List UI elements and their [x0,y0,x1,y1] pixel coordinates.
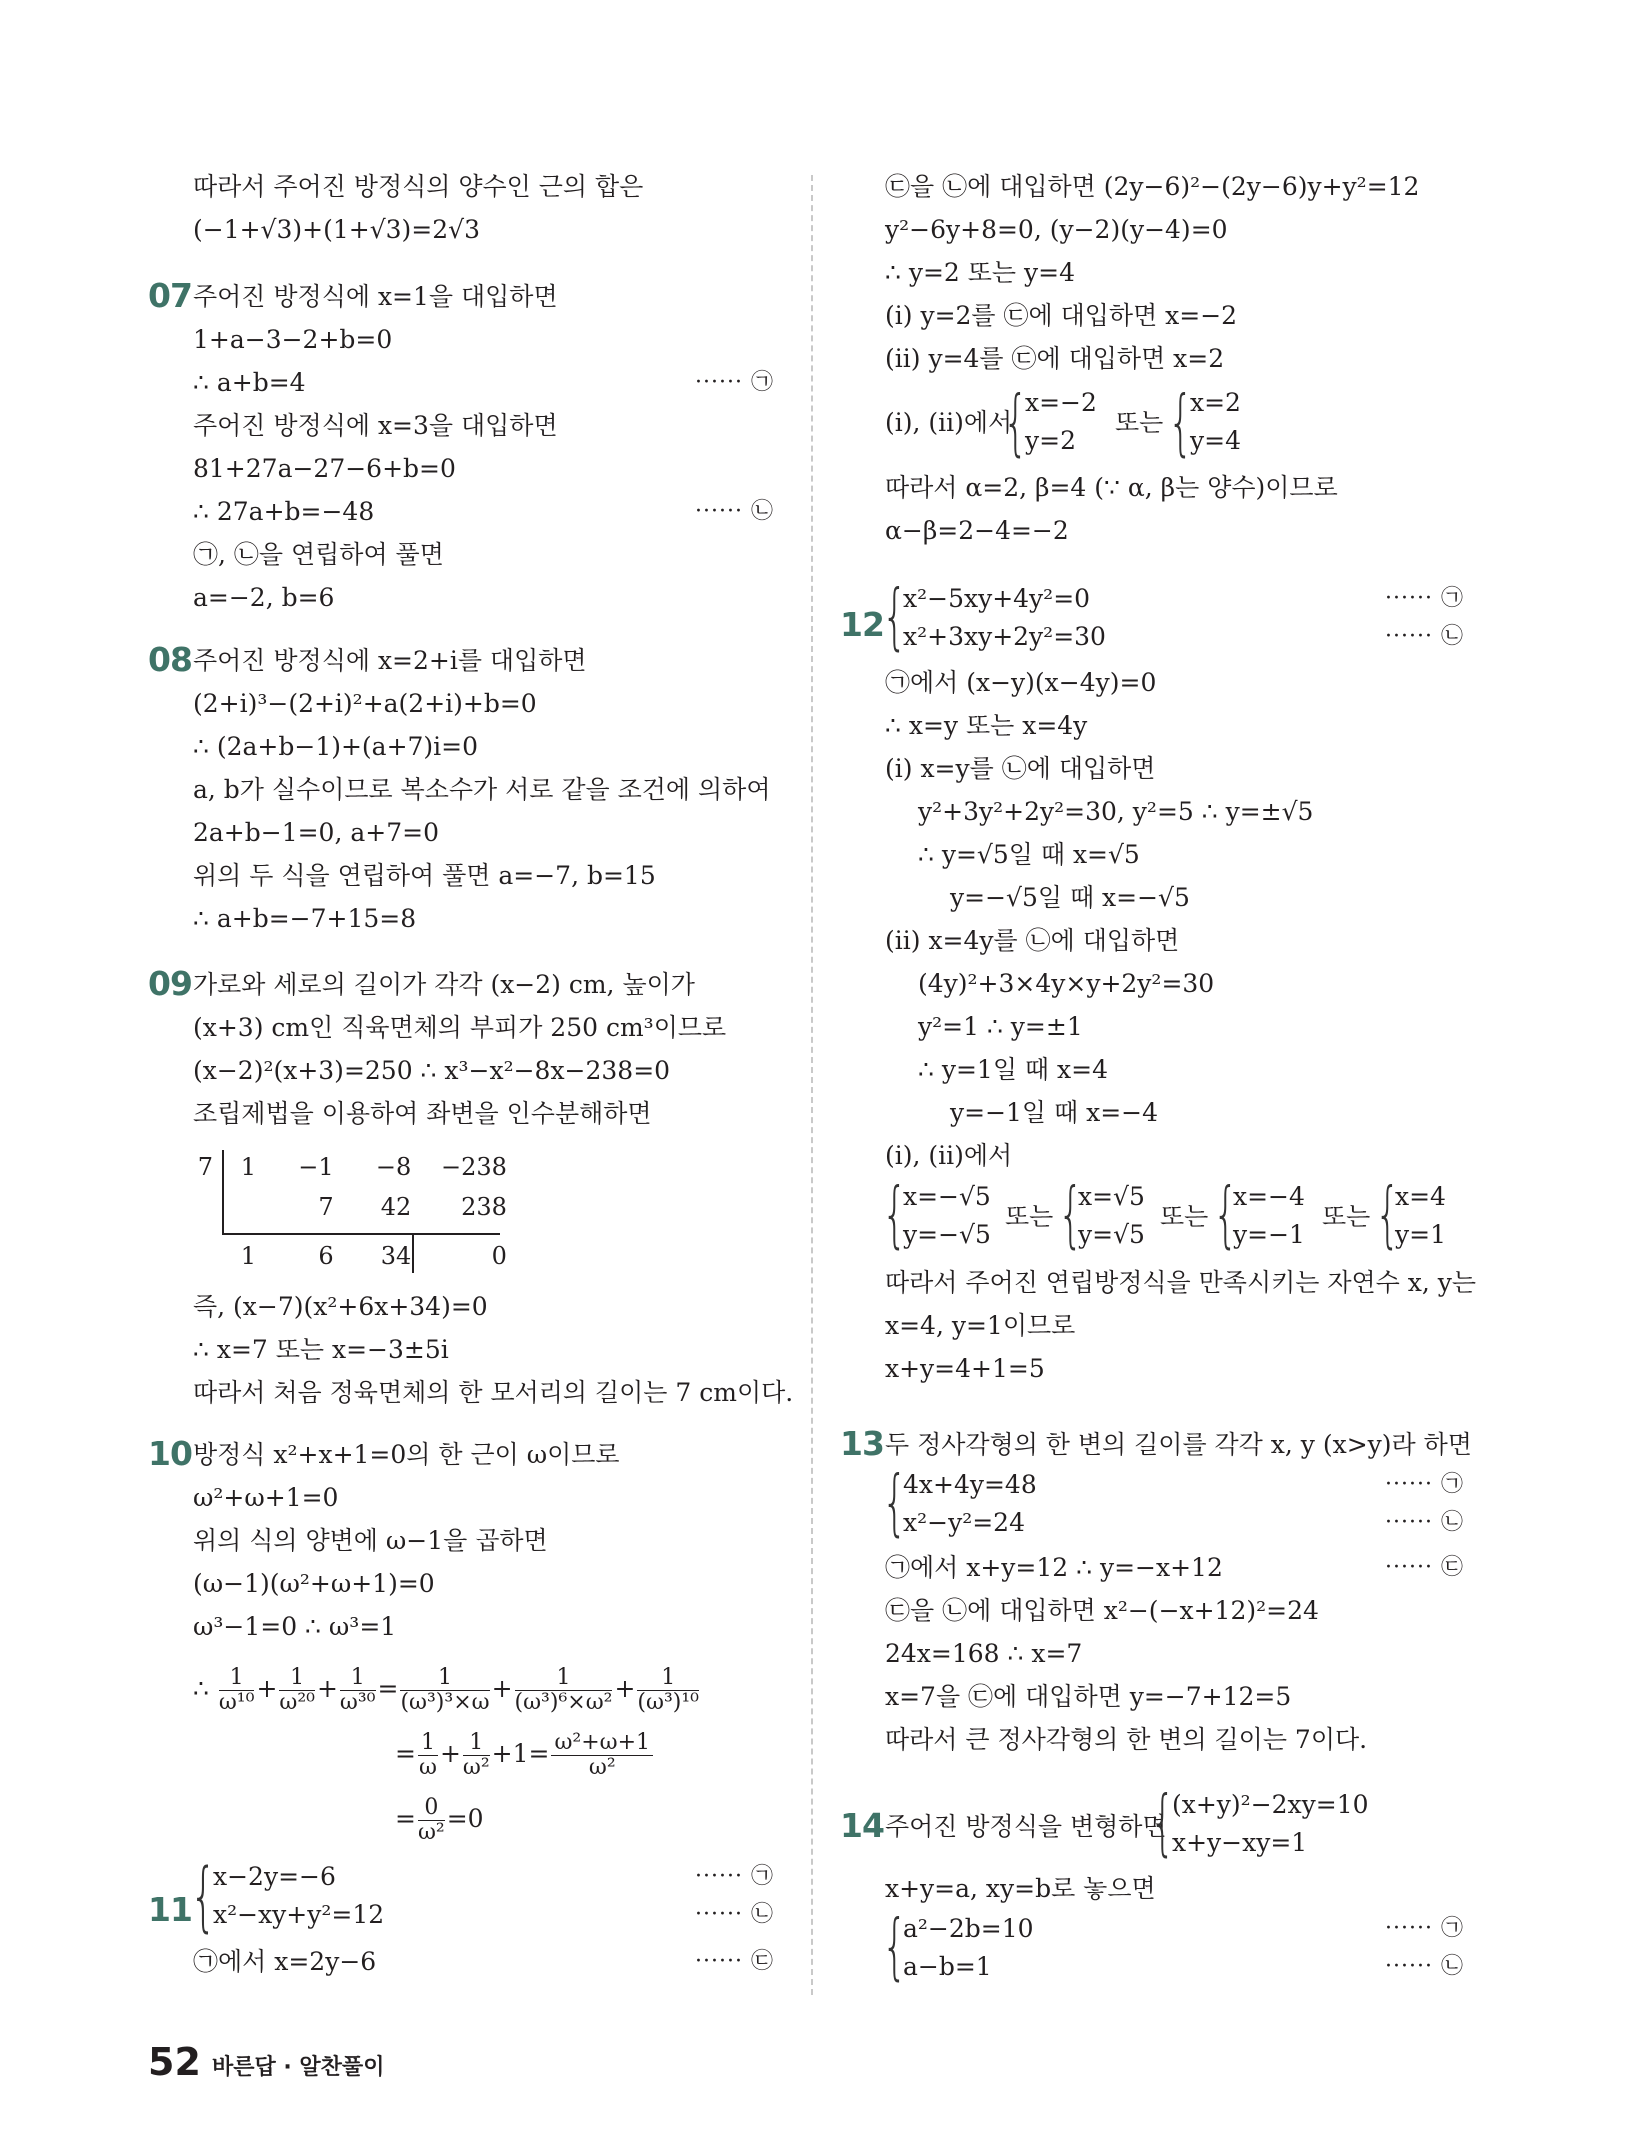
text-line: (ii) y=4를 ㉢에 대입하면 x=2 [885,344,1225,373]
system-equation: x²−y²=24 [903,1508,1025,1537]
system-brace: { [1213,1172,1239,1256]
equation-marker: ······ ㉠ [1385,586,1464,611]
text-line: ㉠에서 x=2y−6 [193,1947,377,1976]
system-equation: x=−4 [1233,1182,1305,1211]
system-brace: { [882,1460,908,1544]
text-line: 1+a−3−2+b=0 [193,325,393,354]
text-line: 주어진 방정식에 x=3을 대입하면 [193,411,558,440]
frac-den: ω³⁰ [339,1690,376,1715]
system-equation: y=−1 [1233,1220,1305,1249]
synthetic-row-2 [226,1188,507,1226]
system-brace: { [882,1172,908,1256]
frac-den: ω [418,1755,437,1780]
text-line: x=7을 ㉢에 대입하면 y=−7+12=5 [885,1682,1292,1711]
synthetic-cell: 238 [461,1193,507,1221]
synthetic-cell: 34 [380,1242,412,1270]
problem-number: 13 [840,1424,884,1463]
frac-num: 0 [418,1796,445,1821]
synthetic-rule [222,1233,500,1235]
frac-den: ω²⁰ [279,1690,315,1715]
equation-marker: ······ ㉠ [1385,1916,1464,1941]
synthetic-cell: 7 [318,1193,334,1221]
text-line: 따라서 주어진 방정식의 양수인 근의 합은 [193,172,644,201]
fraction-line-3: = $\frac{0}{\text{ω²}}$ =0 [395,1795,484,1845]
text-line: ㉢을 ㉡에 대입하면 x²−(−x+12)²=24 [885,1596,1319,1625]
text-line: y²=1 ∴ y=±1 [918,1012,1083,1041]
text-line: (i), (ii)에서 [885,1141,1013,1170]
text-line: 따라서 큰 정사각형의 한 변의 길이는 7이다. [885,1725,1368,1754]
text-line: (i) y=2를 ㉢에 대입하면 x=−2 [885,301,1238,330]
frac-den: ω¹⁰ [218,1690,255,1715]
equation-marker: ······ ㉡ [1385,1954,1464,1979]
system-equation: x=−√5 [903,1182,991,1211]
text-line: ∴ (2a+b−1)+(a+7)i=0 [193,732,479,761]
text-line: (x+3) cm인 직육면체의 부피가 250 cm³이므로 [193,1013,727,1042]
frac-den: (ω³)¹⁰ [637,1690,699,1715]
text-line: ∴ x=7 또는 x=−3±5i [193,1335,449,1364]
synthetic-row-1 [226,1148,507,1186]
text-line: (i) x=y를 ㉡에 대입하면 [885,754,1156,783]
frac-den: ω² [588,1755,616,1780]
system-equation: y=1 [1395,1220,1446,1249]
synthetic-cell: −1 [298,1153,334,1181]
text-line: 따라서 α=2, β=4 (∵ α, β는 양수)이므로 [885,473,1338,502]
system-equation: (x+y)²−2xy=10 [1172,1790,1369,1819]
text-line: x+y=4+1=5 [885,1354,1045,1383]
text-line: (ii) x=4y를 ㉡에 대입하면 [885,926,1180,955]
problem-number: 14 [840,1806,884,1845]
text-line: 주어진 방정식에 x=2+i를 대입하면 [193,646,587,675]
text-line: 위의 식의 양변에 ω−1을 곱하면 [193,1526,548,1555]
system-equation: x+y−xy=1 [1172,1828,1308,1857]
text-line: y=−√5일 때 x=−√5 [950,883,1190,912]
or-word: 또는 [1160,1202,1209,1231]
equation-marker: ······ ㉡ [1385,1510,1464,1535]
synthetic-cell: −238 [441,1153,507,1181]
frac-den: ω² [417,1820,445,1845]
equation-marker: ······ ㉢ [1385,1555,1464,1580]
text-line: ∴ 27a+b=−48 [193,497,375,526]
text-line: x=4, y=1이므로 [885,1311,1076,1340]
frac-num: 1 [340,1666,376,1691]
frac-num: 1 [219,1666,255,1691]
fraction-line-2: = $\frac{1}{\omega}$ + $\frac{1}{\text{ω²}}$ +1= $\frac{\text{ω²+ω+1}}{\text{ω²}}$ [395,1725,655,1783]
or-word: 또는 [1322,1202,1371,1231]
or-word: 또는 [1005,1202,1054,1231]
system-equation: y=−√5 [903,1220,991,1249]
text-line: ∴ y=√5일 때 x=√5 [918,840,1140,869]
system-brace: { [882,574,908,658]
text-line: 2a+b−1=0, a+7=0 [193,818,439,847]
system-equation: x²−5xy+4y²=0 [903,584,1091,613]
or-word: 또는 [1115,408,1164,437]
problem-number: 07 [148,276,192,315]
system-equation: x²−xy+y²=12 [213,1900,385,1929]
text-line: ㉠, ㉡을 연립하여 풀면 [193,540,444,569]
text-line: 위의 두 식을 연립하여 풀면 a=−7, b=15 [193,861,656,890]
text-line: ∴ a+b=4 [193,368,306,397]
synthetic-divider [222,1150,224,1235]
text-line: y²+3y²+2y²=30, y²=5 ∴ y=±√5 [918,797,1314,826]
text-line: a=−2, b=6 [193,583,335,612]
system-equation: a−b=1 [903,1952,992,1981]
system-brace: { [1375,1172,1401,1256]
text-line: (x−2)²(x+3)=250 ∴ x³−x²−8x−238=0 [193,1056,671,1085]
system-brace: { [1150,1780,1176,1864]
synthetic-row-3 [226,1237,507,1275]
frac-num: 1 [637,1666,699,1691]
text-line: (4y)²+3×4y×y+2y²=30 [918,969,1215,998]
frac-num: ω²+ω+1 [551,1731,653,1756]
synthetic-cell: 1 [240,1153,256,1181]
frac-num: 1 [279,1666,315,1691]
system-brace: { [190,1851,217,1940]
synthetic-cell: 42 [380,1193,412,1221]
problem-number: 08 [148,640,192,679]
text-line: 따라서 처음 정육면체의 한 모서리의 길이는 7 cm이다. [193,1378,794,1407]
text-line: 즉, (x−7)(x²+6x+34)=0 [193,1292,488,1321]
system-equation: x=2 [1190,388,1241,417]
synthetic-cell: 0 [491,1242,507,1270]
text-line: ㉢을 ㉡에 대입하면 (2y−6)²−(2y−6)y+y²=12 [885,172,1420,201]
text-line: ω²+ω+1=0 [193,1483,339,1512]
system-equation: a²−2b=10 [903,1914,1034,1943]
fraction-line-1: ∴ $\frac{1}{\text{ω¹⁰}}$ + $\frac{1}{\text{ω²⁰}}$ + $\frac{1}{\text{ω³⁰}}$ = $\frac{1}{\text{(ω³)³×ω}}$ + $\frac{1}{\text{(ω³)⁶×ω²}}$ + $\frac{1}{\text{(ω³)¹⁰}}$ [193,1665,699,1715]
system-equation: x=√5 [1078,1182,1145,1211]
problem-number: 11 [148,1890,192,1929]
column-divider [811,175,813,1995]
equation-marker: ······ ㉡ [695,499,774,524]
text-line: ∴ y=1일 때 x=4 [918,1055,1108,1084]
expr-tail: =0 [446,1804,484,1833]
expr-tail: +1= [491,1739,550,1768]
frac-num: 1 [418,1731,438,1756]
text-line: 24x=168 ∴ x=7 [885,1639,1083,1668]
system-brace: { [882,1904,908,1988]
footer-title: 바른답 · 알찬풀이 [212,2055,385,2080]
frac-num: 1 [400,1666,489,1691]
text-line: 조립제법을 이용하여 좌변을 인수분해하면 [193,1099,652,1128]
problem-number: 09 [148,964,192,1003]
system-equation: y=4 [1190,426,1241,455]
synthetic-cell: 1 [240,1242,256,1270]
text-line: (ω−1)(ω²+ω+1)=0 [193,1569,435,1598]
system-equation: x²+3xy+2y²=30 [903,622,1106,651]
problem-number: 12 [840,605,884,644]
text-line: y²−6y+8=0, (y−2)(y−4)=0 [885,215,1228,244]
text-line: 주어진 방정식에 x=1을 대입하면 [193,282,558,311]
text-line: (−1+√3)+(1+√3)=2√3 [193,215,480,244]
text-line: 81+27a−27−6+b=0 [193,454,456,483]
equation-marker: ······ ㉢ [695,1949,774,1974]
page-number: 52 [148,2040,201,2084]
synthetic-root: 7 [197,1153,213,1181]
text-line: (i), (ii)에서 [885,408,1013,437]
problem-number: 10 [148,1434,192,1473]
equation-marker: ······ ㉠ [1385,1472,1464,1497]
system-equation: y=√5 [1078,1220,1145,1249]
text-line: 따라서 주어진 연립방정식을 만족시키는 자연수 x, y는 [885,1268,1477,1297]
remainder-box-left [412,1235,414,1273]
frac-den: (ω³)³×ω [400,1690,490,1715]
text-line: y=−1일 때 x=−4 [950,1098,1159,1127]
system-brace: { [1003,380,1029,464]
system-equation: 4x+4y=48 [903,1470,1037,1499]
frac-den: ω² [462,1755,490,1780]
text-line: ∴ x=y 또는 x=4y [885,711,1088,740]
text-line: a, b가 실수이므로 복소수가 서로 같을 조건에 의하여 [193,775,771,804]
system-equation: x=4 [1395,1182,1446,1211]
text-line: ㉠에서 x+y=12 ∴ y=−x+12 [885,1553,1223,1582]
text-line: α−β=2−4=−2 [885,516,1069,545]
text-line: ㉠에서 (x−y)(x−4y)=0 [885,668,1157,697]
frac-num: 1 [515,1666,613,1691]
system-brace: { [1168,380,1194,464]
frac-num: 1 [463,1731,490,1756]
therefore-symbol: ∴ [193,1674,209,1703]
system-equation: x−2y=−6 [213,1862,336,1891]
equation-marker: ······ ㉡ [1385,624,1464,649]
equation-marker: ······ ㉡ [695,1902,774,1927]
text-line: 방정식 x²+x+1=0의 한 근이 ω이므로 [193,1440,620,1469]
text-line: ∴ a+b=−7+15=8 [193,904,417,933]
system-equation: y=2 [1025,426,1076,455]
text-line: 가로와 세로의 길이가 각각 (x−2) cm, 높이가 [193,970,695,999]
system-brace: { [1058,1172,1084,1256]
system-equation: x=−2 [1025,388,1097,417]
equation-marker: ······ ㉠ [695,370,774,395]
text-line: 두 정사각형의 한 변의 길이를 각각 x, y (x>y)라 하면 [885,1430,1472,1459]
text-line: x+y=a, xy=b로 놓으면 [885,1874,1156,1903]
synthetic-cell: −8 [375,1153,412,1181]
synthetic-cell: 6 [318,1242,334,1270]
text-line: ∴ y=2 또는 y=4 [885,258,1075,287]
frac-den: (ω³)⁶×ω² [514,1690,613,1715]
equation-marker: ······ ㉠ [695,1864,774,1889]
text-line: ω³−1=0 ∴ ω³=1 [193,1612,397,1641]
text-line: (2+i)³−(2+i)²+a(2+i)+b=0 [193,689,537,718]
text-line: 주어진 방정식을 변형하면 [885,1812,1167,1841]
